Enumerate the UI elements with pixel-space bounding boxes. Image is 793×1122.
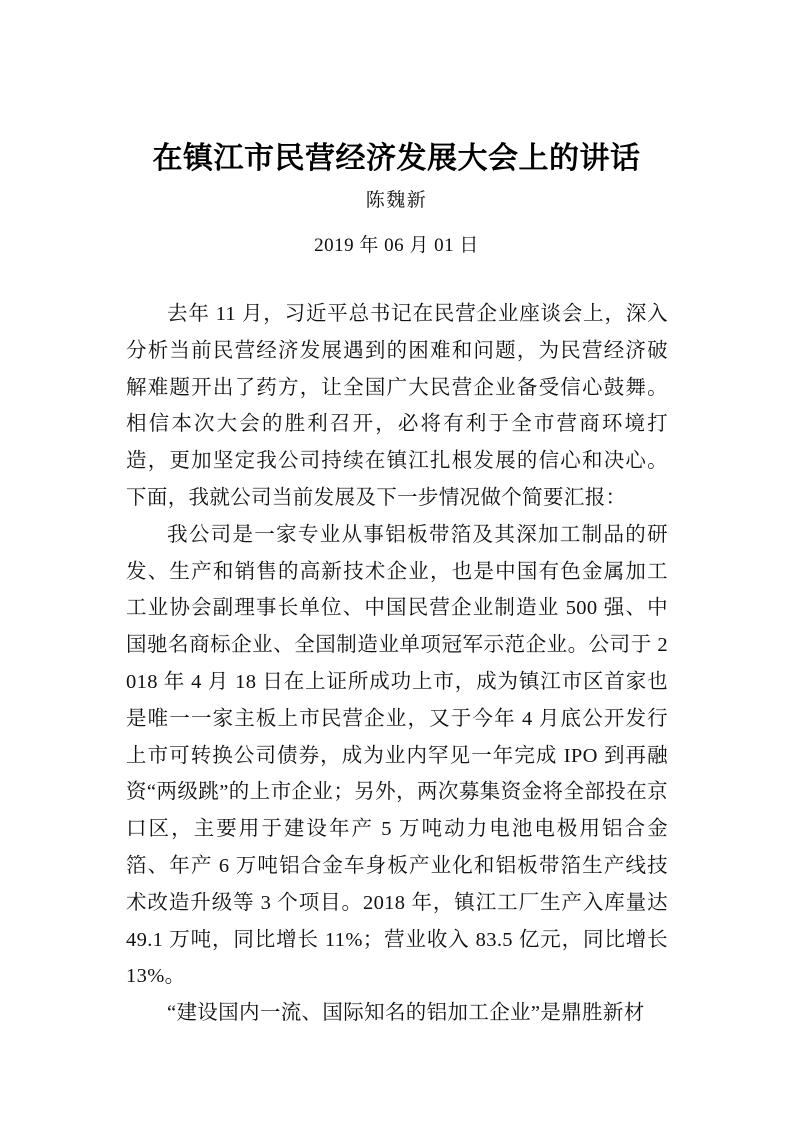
document-author: 陈魏新 xyxy=(365,190,428,211)
body-paragraph: 我公司是一家专业从事铝板带箔及其深加工制品的研发、生产和销售的高新技术企业，也是中国有色金属加工工业协会副理事长单位、中国民营企业制造业 500 强、中国驰名商标企业、全国制造业单项冠军示范企业。公司于 2018 年 4 月 18 日在上证所成功上市，成为镇江市区首家也是唯一一家主板上市民营企业，又于今年 4 月底公开发行上市可转换公司债券，成为业内罕见一年完成 IPO 到再融资“两级跳”的上市企业；另外，两次募集资金将全部投在京口区，主要用于建设年产 5 万吨动力电池电极用铝合金箔、年产 6 万吨铝合金车身板产业化和铝板带箔生产线技术改造升级等 3 个项目。2018 年，镇江工厂生产入库量达 49.1 万吨，同比增长 11%；营业收入 83.5 亿元，同比增长 13%。 xyxy=(126,523,668,988)
body-paragraph: “建设国内一流、国际知名的铝加工企业”是鼎胜新材 xyxy=(167,1002,645,1025)
document-date: 2019 年 06 月 01 日 xyxy=(314,235,479,256)
page-title: 在镇江市民营经济发展大会上的讲话 xyxy=(152,142,641,175)
body-paragraph: 去年 11 月，习近平总书记在民营企业座谈会上，深入分析当前民营经济发展遇到的困难和问题，为民营经济破解难题开出了药方，让全国广大民营企业备受信心鼓舞。相信本次大会的胜利召开，必将有利于全市营商环境打造，更加坚定我公司持续在镇江扎根发展的信心和决心。下面，我就公司当前发展及下一步情况做个简要汇报： xyxy=(126,303,668,509)
document-body xyxy=(126,296,668,1032)
document-header xyxy=(0,139,793,179)
document-author-block xyxy=(0,188,793,214)
document-date-block xyxy=(0,233,793,259)
